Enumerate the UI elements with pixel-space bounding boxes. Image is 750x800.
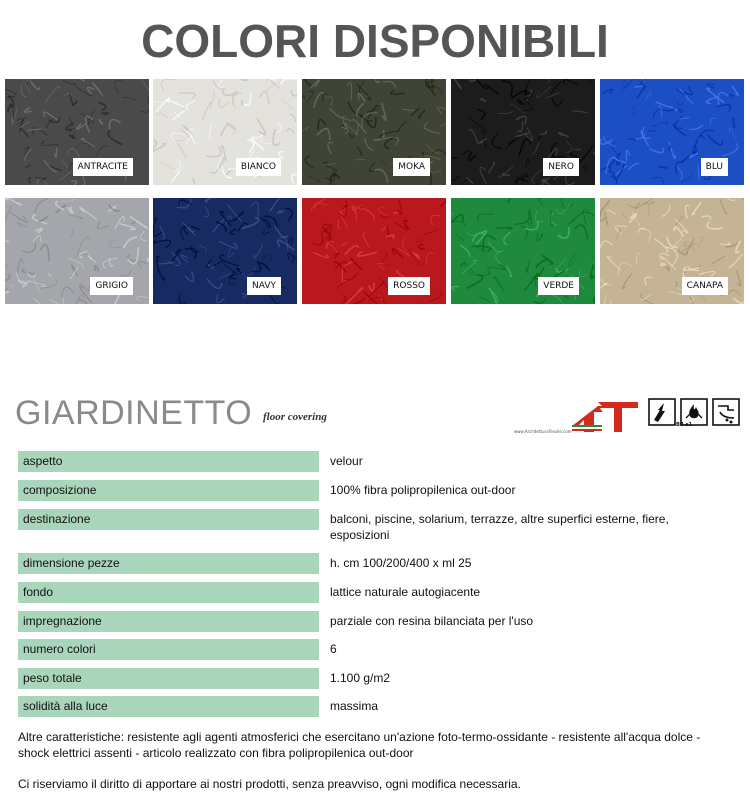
spec-value: h. cm 100/200/400 x ml 25 (330, 556, 472, 570)
fiber (659, 167, 667, 168)
swatch-label: BLU (701, 158, 728, 176)
disclaimer: Ci riserviamo il diritto di apportare ai nostri prodotti, senza preavviso, ogni modifica necessaria. (18, 777, 521, 791)
spec-value: balconi, piscine, solarium, terrazze, altre superfici esterne, fiere, esposizioni (330, 512, 669, 542)
spec-key: aspetto (18, 451, 319, 472)
product-tagline: floor covering (263, 411, 327, 423)
swatch-canapa[interactable] (600, 198, 744, 304)
swatch-label: NERO (543, 158, 579, 176)
spec-key: solidità alla luce (18, 696, 319, 717)
spec-value: massima (330, 699, 379, 713)
swatch-bianco[interactable] (153, 79, 297, 185)
spec-value: parziale con resina bilanciata per l'uso (330, 614, 534, 628)
swatch-nero[interactable] (451, 79, 595, 185)
spec-value: 6 (330, 642, 337, 656)
spec-key: peso totale (18, 668, 319, 689)
swatch-grigio[interactable] (5, 198, 149, 304)
spec-key: impregnazione (18, 611, 319, 632)
swatch-antracite[interactable] (5, 79, 149, 185)
swatch-verde[interactable] (451, 198, 595, 304)
spec-key: fondo (18, 582, 319, 603)
swatch-label: NAVY (247, 277, 281, 295)
fiber (394, 213, 399, 214)
product-title: GIARDINETTO (15, 394, 253, 432)
other-features-note: Altre caratteristiche: resistente agli agenti atmosferici che esercitano un'azione foto-termo-ossidante - resistente all'acqua dolce - shock elettrici assenti - articolo realizzato con fibra polipropilenica out-door (18, 730, 701, 760)
swatch-navy[interactable] (153, 198, 297, 304)
swatch-label: ROSSO (388, 277, 430, 295)
swatch-label: GRIGIO (90, 277, 133, 295)
page-heading: COLORI DISPONIBILI (141, 15, 609, 67)
swatch-label: ANTRACITE (73, 158, 133, 176)
swatch-moka[interactable] (302, 79, 446, 185)
swatch-blu[interactable] (600, 79, 744, 185)
spec-value: 100% fibra polipropilenica out-door (330, 483, 516, 497)
spec-key: composizione (18, 480, 319, 501)
fiber (242, 100, 243, 106)
swatch-label: VERDE (538, 277, 579, 295)
spec-key: destinazione (18, 509, 319, 530)
brand-url: www.ArchitetturaTessile.com (514, 429, 572, 434)
cert-label: Bfl-s1 (676, 422, 693, 428)
spec-value: velour (330, 454, 363, 468)
spec-value: lattice naturale autogiacente (330, 585, 481, 599)
swatch-rosso[interactable] (302, 198, 446, 304)
swatch-label: CANAPA (682, 277, 728, 295)
swatch-label: BIANCO (236, 158, 281, 176)
fire-certification-icons (648, 398, 740, 430)
swatch-label: MOKA (393, 158, 430, 176)
spec-value: 1.100 g/m2 (330, 671, 391, 685)
spec-key: dimensione pezze (18, 553, 319, 574)
spec-key: numero colori (18, 639, 319, 660)
